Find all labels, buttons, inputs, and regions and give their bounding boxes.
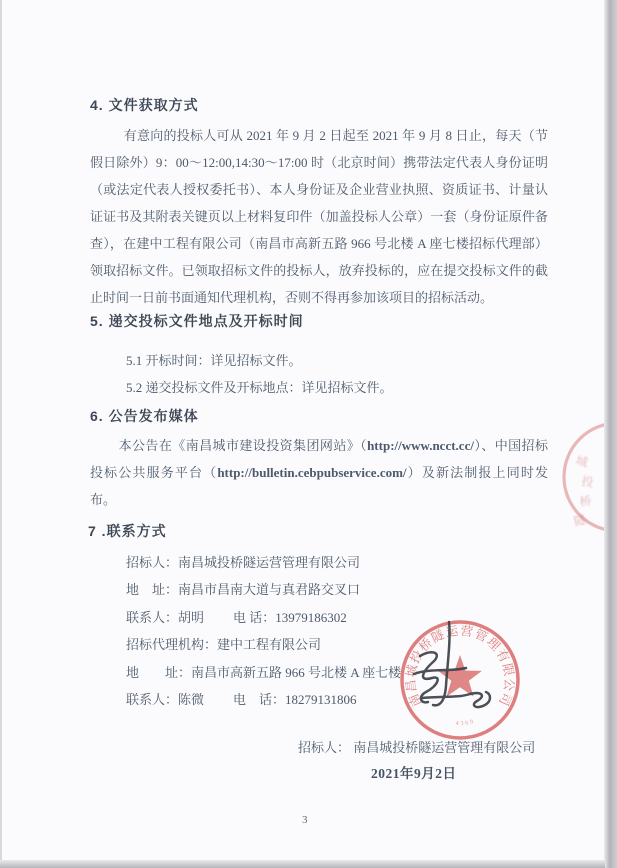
contact-row-agency <box>126 634 401 661</box>
section6-text-3: ）及新法制报上同时发布。 <box>90 465 548 507</box>
cebpubservice-url: http://bulletin.cebpubservice.com/ <box>217 465 407 480</box>
contact-row-agency-address <box>126 662 401 689</box>
section7-heading: 7 .联系方式 <box>88 523 167 539</box>
page-number: 3 <box>302 814 308 826</box>
contact-left: 联系人：陈微 <box>126 691 205 707</box>
svg-text:投: 投 <box>580 474 595 490</box>
partial-seal-text <box>572 453 594 529</box>
contact-row-tenderer <box>126 552 401 579</box>
seal-company-text: 南昌城投桥隧运营管理有限公司 <box>403 623 517 709</box>
section4-heading: 4. 文件获取方式 <box>90 97 199 113</box>
contact-block <box>126 552 401 716</box>
contact-left: 地 址：南昌市昌南大道与真君路交叉口 <box>126 582 361 598</box>
scan-edge-right <box>604 0 617 868</box>
section6-paragraph <box>90 432 548 513</box>
contact-row-contact-person <box>126 607 401 634</box>
ncct-website-url: http://www.ncct.cc/ <box>367 438 474 453</box>
contact-phone: 电 话：18279131806 <box>233 691 357 707</box>
section5-item-2: 5.2 递交投标文件及开标地点：详见招标文件。 <box>126 380 393 395</box>
svg-text:隧: 隧 <box>572 512 588 529</box>
section5-heading: 5. 递交投标文件地点及开标时间 <box>90 313 304 329</box>
section4-paragraph: 有意向的投标人可从 2021 年 9 月 2 日起至 2021 年 9 月 8 日止，每天（节假日除外）9：00～12:00,14:30～17:00 时（北京时间）携带法定代表人身份证明（或法定代表人授权委托书）、本人身份证及企业营业执照、资质证书、计量认证证书及其附表关键页以上材料复印件（加盖投标人公章）一套（身份证原件备查），在建中工程有限公司（南昌市高新五路 966 号北楼 A 座七楼招标代理部）领取招标文件。已领取招标文件的投标人，放弃投标的，应在提交投标文件的截止时间一日前书面通知代理机构，否则不得再参加该项目的招标活动。 <box>90 128 548 305</box>
contact-left: 地 址：南昌市高新五路 966 号北楼 A 座七楼 <box>126 664 402 680</box>
signoff-tenderer-line: 招标人： 南昌城投桥隧运营管理有限公司 <box>298 740 536 755</box>
section5-item-1: 5.1 开标时间：详见招标文件。 <box>126 353 302 368</box>
section6-text-1: 本公告在《南昌城市建设投资集团网站》（ <box>118 438 368 453</box>
scan-edge-bottom <box>0 860 605 868</box>
contact-row-address <box>126 579 401 606</box>
svg-text:城: 城 <box>574 453 590 470</box>
contact-phone: 电 话：13979186302 <box>233 609 347 625</box>
contact-left: 联系人：胡明 <box>126 609 205 625</box>
section6-heading: 6. 公告发布媒体 <box>90 408 199 424</box>
signoff-date: 2021年9月2日 <box>371 766 457 781</box>
seal-code: 4369 <box>455 718 476 728</box>
section6-text-2: ）、中国招标投标公共服务平台（ <box>90 438 548 480</box>
svg-text:桥: 桥 <box>578 493 593 509</box>
contact-left: 招标人：南昌城投桥隧运营管理有限公司 <box>126 555 361 570</box>
partial-seal-stamp <box>558 418 605 538</box>
contact-row-agency-person <box>126 689 401 716</box>
contact-left: 招标代理机构：建中工程有限公司 <box>126 637 322 653</box>
company-seal-stamp <box>392 612 532 752</box>
